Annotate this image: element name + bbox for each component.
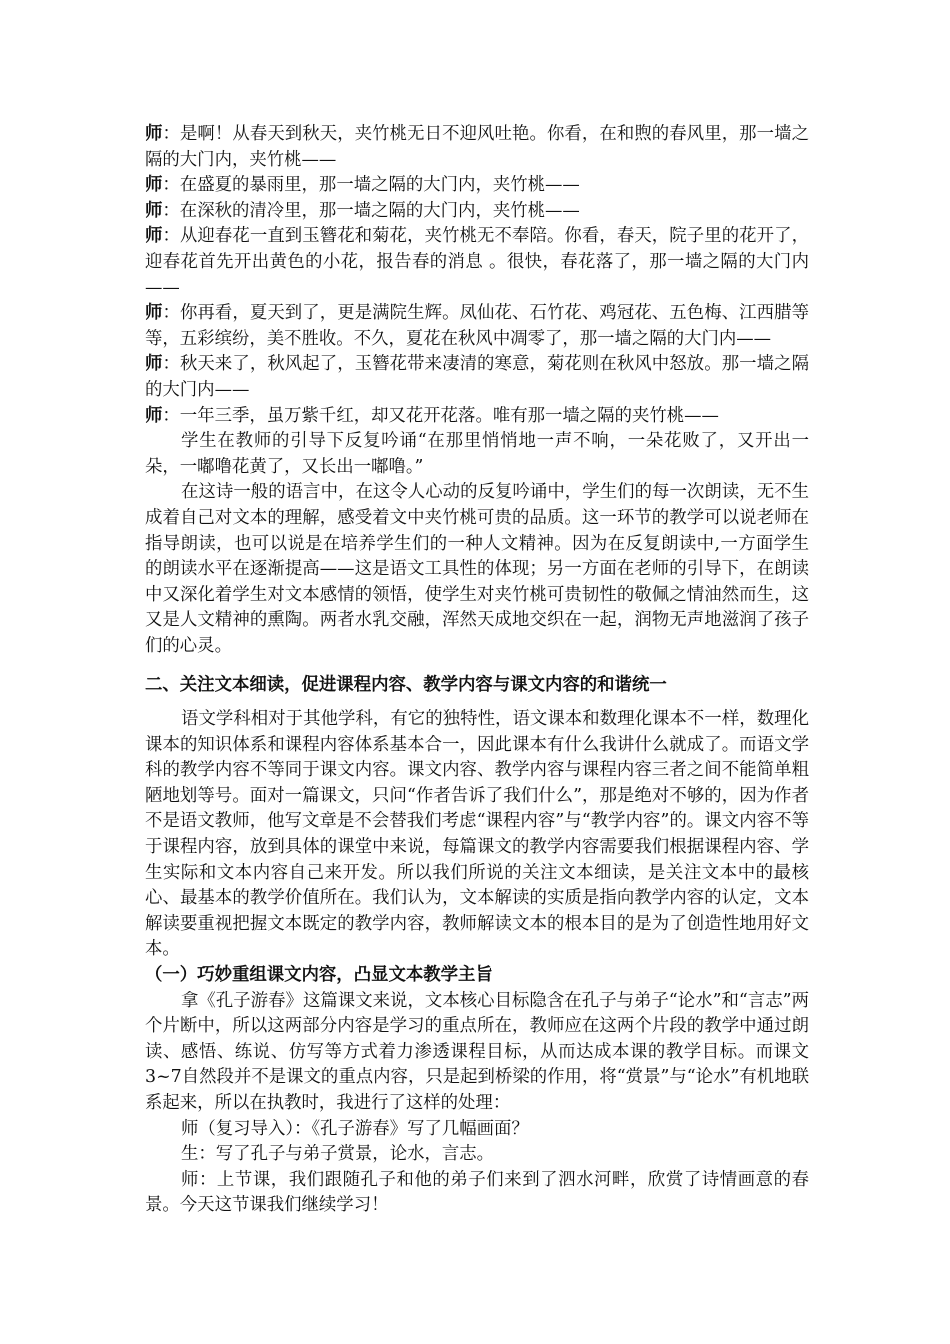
- dialogue-line: [145, 122, 809, 173]
- document-page: [145, 122, 809, 1219]
- dialogue-line: [145, 301, 809, 352]
- speaker-label: 师: [145, 124, 163, 144]
- dialogue-text: ：在盛夏的暴雨里，那一墙之隔的大门内，夹竹桃——: [162, 175, 580, 196]
- speaker-label: 师: [145, 405, 163, 426]
- subsection-heading-1: （一）巧妙重组课文内容，凸显文本教学主旨: [145, 965, 493, 985]
- paragraph-analysis: 在这诗一般的语言中，在这令人心动的反复吟诵中，学生们的每一次朗读，无不生成着自己对文本的理解，感受着文中夹竹桃可贵的品质。这一环节的教学可以说老师在指导朗读，也可以说是在培养学生们的一种人文精神。因为在反复朗读中,一方面学生的朗读水平在逐渐提高——这是语文工具性的体现；另一方面在老师的引导下，在朗读中又深化着学生对文本感情的领悟，使学生对夹竹桃可贵韧性的敬佩之情油然而生，这又是人文精神的熏陶。两者水乳交融，浑然天成地交织在一起，润物无声地滋润了孩子们的心灵。: [145, 482, 809, 656]
- speaker-label: 师: [145, 175, 163, 196]
- section-heading-2: 二、关注文本细读，促进课程内容、教学内容与课文内容的和谐统一: [145, 675, 667, 696]
- paragraph-recite: 学生在教师的引导下反复吟诵“在那里悄悄地一声不响，一朵花败了，又开出一朵，一嘟噜花黄了，又长出一嘟噜。”: [145, 431, 809, 477]
- line-student-answer: 生：写了孔子与弟子赏景，论水，言志。: [181, 1144, 495, 1165]
- dialogue-text: ：从迎春花一直到玉簪花和菊花，夹竹桃无不奉陪。你看，春天，院子里的花开了，迎春花首先开出黄色的小花，报告春的消息 。很快，春花落了，那一墙之隔的大门内——: [145, 226, 809, 298]
- dialogue-line: [145, 173, 809, 199]
- speaker-label: 师: [145, 200, 163, 221]
- dialogue-line: [145, 404, 809, 430]
- dialogue-block: [145, 122, 809, 429]
- dialogue-text: ：在深秋的清冷里，那一墙之隔的大门内，夹竹桃——: [162, 200, 580, 221]
- dialogue-line: [145, 352, 809, 403]
- speaker-label: 师: [145, 303, 163, 324]
- dialogue-text: ：你再看，夏天到了，更是满院生辉。凤仙花、石竹花、鸡冠花、五色梅、江西腊等等，五彩缤纷，美不胜收。不久，夏花在秋风中凋零了，那一墙之隔的大门内——: [145, 303, 809, 349]
- dialogue-line: [145, 199, 809, 225]
- paragraph-section2: 语文学科相对于其他学科，有它的独特性，语文课本和数理化课本不一样，数理化课本的知识体系和课程内容体系基本合一，因此课本有什么我讲什么就成了。而语文学科的教学内容不等同于课文内容。课文内容、教学内容与课程内容三者之间不能简单粗陋地划等号。面对一篇课文，只问“作者告诉了我们什么”，那是绝对不够的，因为作者不是语文教师，他写文章是不会替我们考虑“课程内容”与“教学内容”的。课文内容不等于课程内容，放到具体的课堂中来说，每篇课文的教学内容需要我们根据课程内容、学生实际和文本内容自己来开发。所以我们所说的关注文本细读，是关注文本中的最核心、最基本的教学价值所在。我们认为，文本解读的实质是指向教学内容的认定，文本解读要重视把握文本既定的教学内容，教师解读文本的根本目的是为了创造性地用好文本。: [145, 709, 809, 960]
- dialogue-text: ：秋天来了，秋风起了，玉簪花带来凄清的寒意，菊花则在秋风中怒放。那一墙之隔的大门内——: [145, 354, 809, 400]
- paragraph-kongzi: 拿《孔子游春》这篇课文来说，文本核心目标隐含在孔子与弟子“论水”和“言志”两个片断中，所以这两部分内容是学习的重点所在，教师应在这两个片段的教学中通过朗读、感悟、练说、仿写等方式着力渗透课程目标，从而达成本课的教学目标。而课文3~7自然段并不是课文的重点内容，只是起到桥梁的作用，将“赏景”与“论水”有机地联系起来，所以在执教时，我进行了这样的处理：: [145, 990, 809, 1113]
- dialogue-text: ：一年三季，虽万紫千红，却又花开花落。唯有那一墙之隔的夹竹桃——: [162, 405, 719, 426]
- dialogue-line: [145, 224, 809, 301]
- speaker-label: 师: [145, 354, 163, 375]
- line-teacher-review: 师（复习导入）：《孔子游春》写了几幅画面？: [181, 1118, 529, 1139]
- speaker-label: 师: [145, 226, 163, 247]
- dialogue-text: ：是啊！从春天到秋天，夹竹桃无日不迎风吐艳。你看，在和煦的春风里，那一墙之隔的大门内，夹竹桃——: [145, 124, 809, 170]
- line-teacher-intro: 师：上节课，我们跟随孔子和他的弟子们来到了泗水河畔，欣赏了诗情画意的春景。今天这节课我们继续学习！: [145, 1169, 809, 1216]
